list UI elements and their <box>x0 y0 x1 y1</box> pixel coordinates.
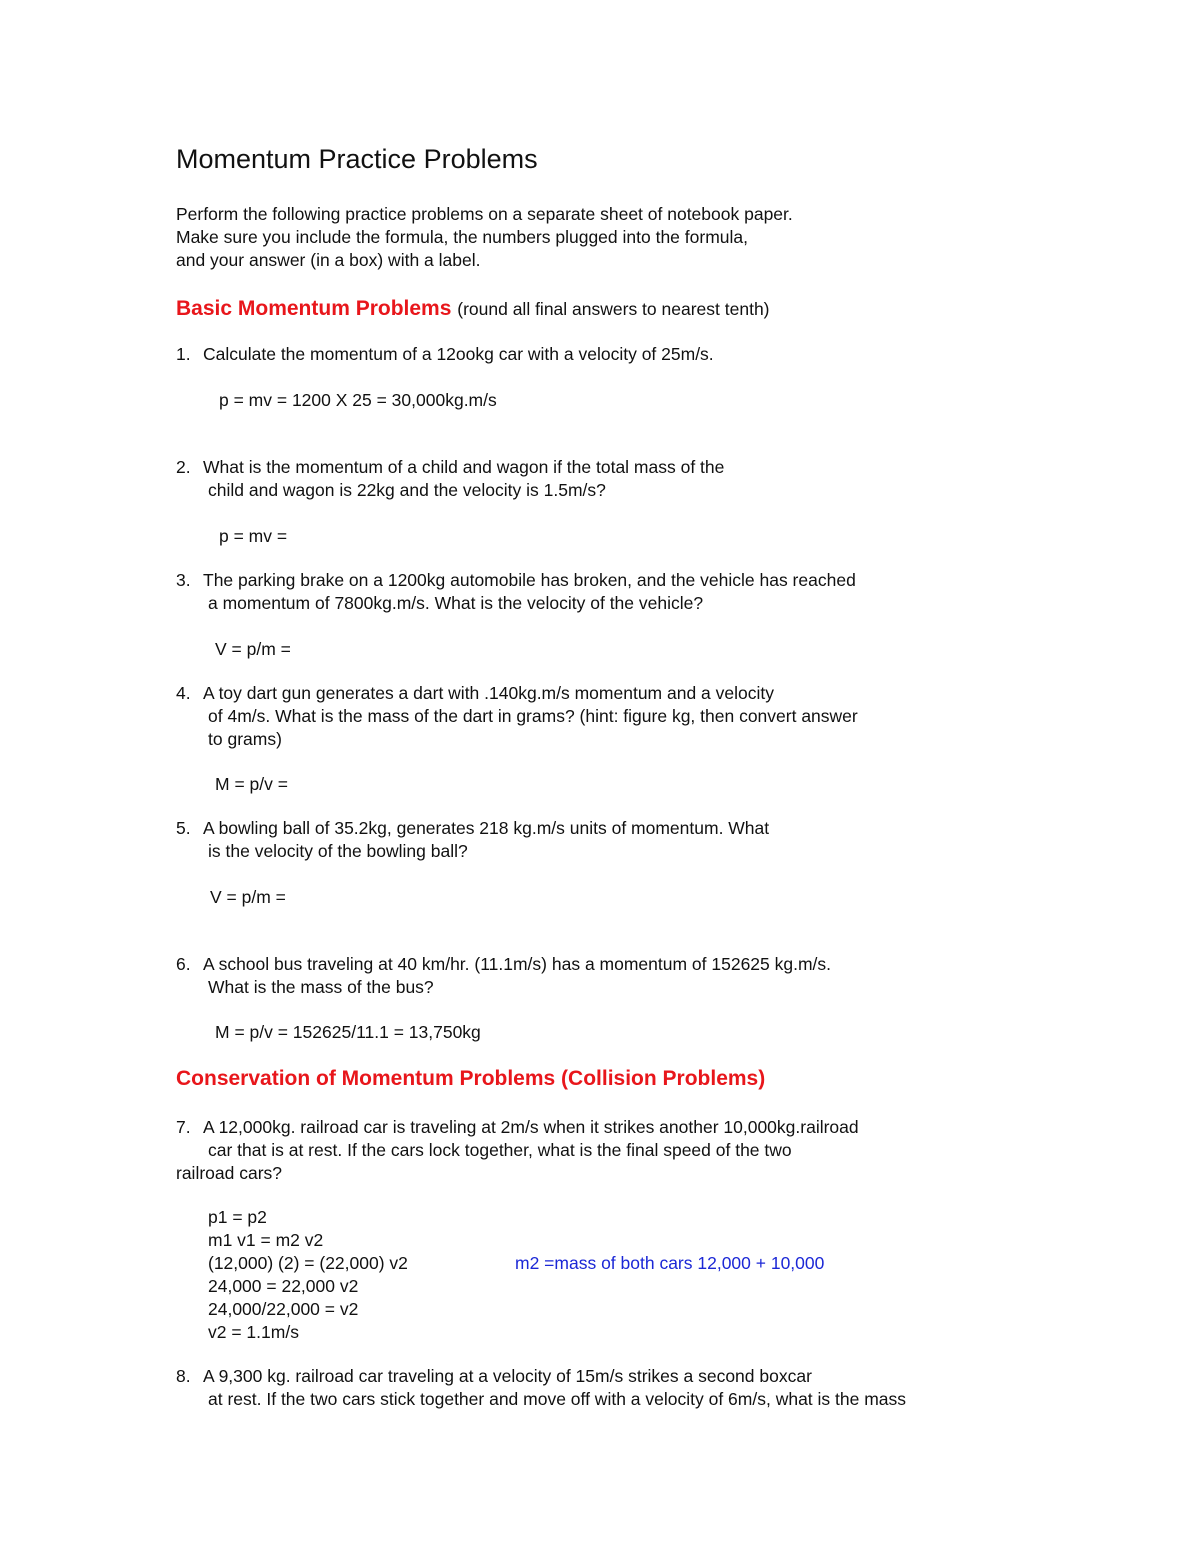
intro-line-3: and your answer (in a box) with a label. <box>176 250 481 270</box>
problem-8-line-2: at rest. If the two cars stick together and move off with a velocity of 6m/s, what is the mass <box>208 1389 907 1409</box>
problem-text: A toy dart gun generates a dart with .140kg.m/s momentum and a velocity <box>203 683 774 703</box>
section-title-conservation: Conservation of Momentum Problems (Collision Problems) <box>176 1067 766 1090</box>
problem-text: The parking brake on a 1200kg automobile has broken, and the vehicle has reached <box>203 570 856 590</box>
problem-number: 3. <box>176 570 191 590</box>
problem-7-work-6: v2 = 1.1m/s <box>208 1322 299 1342</box>
problem-5 <box>176 817 769 840</box>
problem-6 <box>176 953 831 976</box>
problem-number: 1. <box>176 344 191 364</box>
problem-3-work: V = p/m = <box>215 639 291 659</box>
problem-6-work: M = p/v = 152625/11.1 = 13,750kg <box>215 1022 481 1042</box>
problem-text: Calculate the momentum of a 12ookg car with a velocity of 25m/s. <box>203 344 714 364</box>
problem-1 <box>176 343 714 366</box>
problem-7-work-1: p1 = p2 <box>208 1207 267 1227</box>
problem-text: A 12,000kg. railroad car is traveling at 2m/s when it strikes another 10,000kg.railroad <box>203 1117 859 1137</box>
problem-5-work: V = p/m = <box>210 887 286 907</box>
problem-8 <box>176 1365 812 1388</box>
problem-1-work: p = mv = 1200 X 25 = 30,000kg.m/s <box>219 390 497 410</box>
section-title-basic: Basic Momentum Problems <box>176 297 452 320</box>
problem-number: 2. <box>176 457 191 477</box>
problem-4-line-2: of 4m/s. What is the mass of the dart in grams? (hint: figure kg, then convert answer <box>208 706 858 726</box>
problem-7-mass-note: m2 =mass of both cars 12,000 + 10,000 <box>515 1253 825 1273</box>
page-title: Momentum Practice Problems <box>176 144 538 174</box>
problem-number: 5. <box>176 818 191 838</box>
rounding-note: (round all final answers to nearest tenth) <box>457 299 770 319</box>
problem-7-work-3: (12,000) (2) = (22,000) v2 <box>208 1253 408 1273</box>
section-heading-conservation <box>176 1066 765 1092</box>
problem-6-line-2: What is the mass of the bus? <box>208 977 434 997</box>
problem-2-line-2: child and wagon is 22kg and the velocity is 1.5m/s? <box>208 480 606 500</box>
problem-7-work-5: 24,000/22,000 = v2 <box>208 1299 359 1319</box>
problem-7-work-2: m1 v1 = m2 v2 <box>208 1230 324 1250</box>
problem-number: 6. <box>176 954 191 974</box>
problem-number: 8. <box>176 1366 191 1386</box>
section-heading-basic <box>176 296 770 322</box>
problem-4-work: M = p/v = <box>215 774 288 794</box>
problem-text: A school bus traveling at 40 km/hr. (11.1m/s) has a momentum of 152625 kg.m/s. <box>203 954 832 974</box>
problem-3 <box>176 569 856 592</box>
intro-line-2: Make sure you include the formula, the numbers plugged into the formula, <box>176 227 748 247</box>
intro-line-1: Perform the following practice problems on a separate sheet of notebook paper. <box>176 204 793 224</box>
problem-7-line-2: car that is at rest. If the cars lock together, what is the final speed of the two <box>208 1140 792 1160</box>
problem-number: 7. <box>176 1117 191 1137</box>
problem-7-line-3: railroad cars? <box>176 1163 283 1183</box>
problem-2 <box>176 456 724 479</box>
problem-text: A 9,300 kg. railroad car traveling at a velocity of 15m/s strikes a second boxcar <box>203 1366 812 1386</box>
problem-3-line-2: a momentum of 7800kg.m/s. What is the velocity of the vehicle? <box>208 593 704 613</box>
problem-4 <box>176 682 774 705</box>
problem-text: A bowling ball of 35.2kg, generates 218 kg.m/s units of momentum. What <box>203 818 770 838</box>
problem-7-work-4: 24,000 = 22,000 v2 <box>208 1276 359 1296</box>
problem-5-line-2: is the velocity of the bowling ball? <box>208 841 468 861</box>
problem-text: What is the momentum of a child and wagon if the total mass of the <box>203 457 725 477</box>
problem-7 <box>176 1116 859 1139</box>
problem-2-work: p = mv = <box>219 526 288 546</box>
problem-4-line-3: to grams) <box>208 729 282 749</box>
problem-number: 4. <box>176 683 191 703</box>
